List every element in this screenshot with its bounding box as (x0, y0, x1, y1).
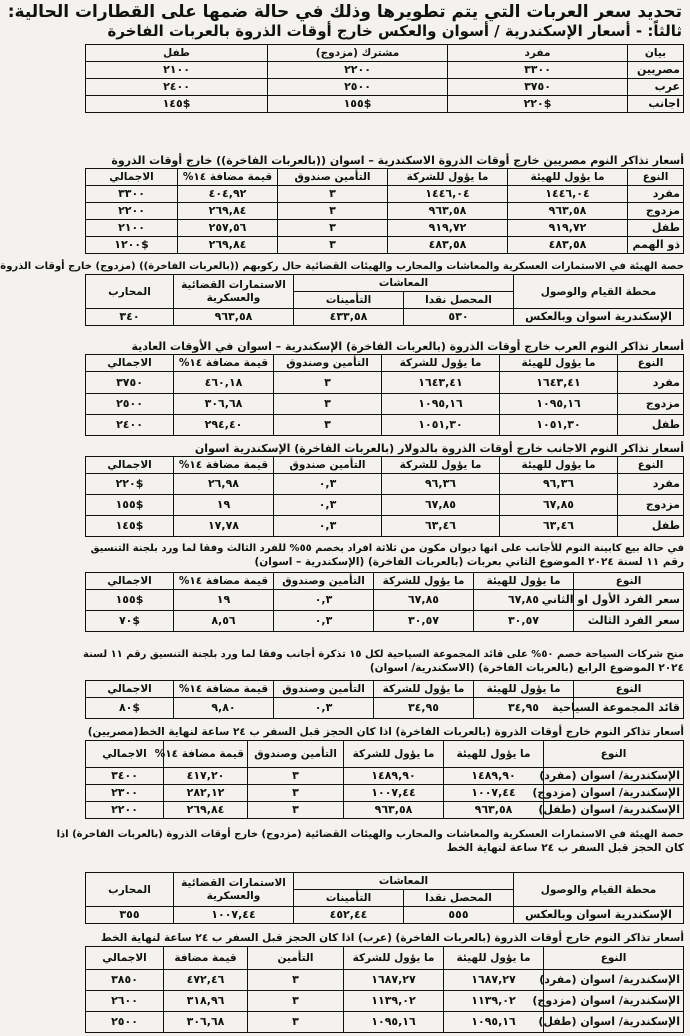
column-header: بيان (628, 45, 684, 62)
table-row (86, 698, 684, 719)
table-cell: ٢٦٩,٨٤ (178, 203, 278, 220)
column-header: المعاشات (294, 873, 514, 890)
table-cell: ٤٣٣,٥٨ (294, 309, 404, 326)
column-header: قيمة مضافة ١٤% (178, 169, 278, 186)
table-cell: ٣ (248, 991, 344, 1012)
column-header: الاجمالي (86, 681, 174, 698)
table-header-row (86, 573, 684, 590)
table-cell: ٤٦٠,١٨ (174, 372, 274, 394)
table-cell: ٣ (278, 186, 388, 203)
table-cell: ١٠٩٥,١٦ (344, 1012, 444, 1033)
table-row (86, 991, 684, 1012)
row-label: ذو الهمم (628, 237, 684, 254)
column-header: التأمين (248, 947, 344, 970)
table-cell: ٠,٣ (274, 611, 374, 632)
section-title: أسعار تذاكر النوم مصريين خارج أوقات الذروة الاسكندرية – اسوان ((بالعربات الفاخرة)) خارج أوقات الذروة (111, 154, 684, 167)
table-cell: ٥٥٥ (404, 907, 514, 924)
column-header: المحارب (86, 873, 174, 907)
advance-booking-arab-table (85, 946, 684, 1033)
table-cell: $١٥٥ (86, 495, 174, 516)
table-cell: ٣ (248, 785, 344, 802)
column-header: الاجمالي (86, 457, 174, 474)
table-cell: ١٤٨٩,٩٠ (344, 768, 444, 785)
column-header: النوع (544, 947, 684, 970)
table-row (86, 372, 684, 394)
column-header: الاجمالي (86, 355, 174, 372)
row-label: سعر الفرد الثالث (574, 611, 684, 632)
column-header: ما يؤول للهيئة (500, 457, 618, 474)
table-cell: $١٥٥ (86, 590, 174, 611)
row-label: عرب (628, 79, 684, 96)
column-header: ما يؤول للهيئة (444, 741, 544, 768)
row-label: الإسكندرية اسوان وبالعكس (514, 309, 684, 326)
column-header: ما يؤول للشركة (382, 355, 500, 372)
column-header: قيمة مضافة ١٤% (164, 741, 248, 768)
table-header-row (86, 355, 684, 372)
section-title: أسعار تذاكر النوم خارج أوقات الذروة (بالعربات الفاخرة) اذا كان الحجز قبل السفر ب ٢٤ ساعة لنهاية الخط(مصريين) (87, 726, 684, 738)
table-cell: ٨,٥٦ (174, 611, 274, 632)
table-cell: ٦٧,٨٥ (374, 590, 474, 611)
table-cell: ٤٨٣,٥٨ (508, 237, 628, 254)
column-subheader: التأمينات (294, 890, 404, 907)
column-header: التأمين صندوق (274, 457, 382, 474)
table-cell: $٧٠ (86, 611, 174, 632)
table-cell: ٣٠٦,٦٨ (164, 1012, 248, 1033)
table-cell: ٣ (278, 203, 388, 220)
table-cell: ٣٠٦,٦٨ (174, 394, 274, 415)
table-cell: ٣ (248, 970, 344, 991)
table-cell: ١٧,٧٨ (174, 516, 274, 537)
table-cell: ٣٣٠٠ (86, 186, 178, 203)
table-row (86, 203, 684, 220)
row-label: قائد المجموعة السياحية (574, 698, 684, 719)
column-header: التأمين وصندوق (274, 573, 374, 590)
column-header: النوع (628, 169, 684, 186)
row-label: الإسكندرية/ اسوان (طفل) (544, 802, 684, 819)
table-cell: ٢٥٠٠ (86, 394, 174, 415)
column-header: النوع (544, 741, 684, 768)
column-header: التأمين وصندوق (274, 681, 374, 698)
table-row (86, 1012, 684, 1033)
row-label: مزدوج (618, 394, 684, 415)
table-cell: $١٥٥ (268, 96, 448, 113)
table-cell: ٢٨٢,١٢ (164, 785, 248, 802)
table-cell: ٩٦٣,٥٨ (444, 802, 544, 819)
table-cell: ٣ (274, 415, 382, 436)
table-cell: ٢٤٠٠ (86, 415, 174, 436)
table-cell: ٣ (278, 220, 388, 237)
table-cell: ١٠٠٧,٤٤ (344, 785, 444, 802)
column-header: ما يؤول للشركة (344, 947, 444, 970)
row-label: طفل (618, 516, 684, 537)
table-cell: ٣٤,٩٥ (374, 698, 474, 719)
column-header: ما يؤول للهيئة (444, 947, 544, 970)
table-header-row (86, 873, 684, 890)
table-cell: ٣٧٥٠ (448, 79, 628, 96)
column-header: قيمة مضافة ١٤% (174, 681, 274, 698)
row-label: طفل (618, 415, 684, 436)
table-cell: ٢٢٠٠ (86, 802, 164, 819)
table-cell: ٢١٠٠ (86, 220, 178, 237)
foreign-sleeper-table (85, 456, 684, 537)
table-cell: ١٦٨٧,٢٧ (344, 970, 444, 991)
table-cell: $١٤٥ (86, 516, 174, 537)
table-row (86, 394, 684, 415)
row-label: مصريين (628, 62, 684, 79)
table-cell: ١١٣٩,٠٢ (444, 991, 544, 1012)
table-cell: ٤٠٤,٩٢ (178, 186, 278, 203)
row-label: سعر الفرد الأول او الثاني (574, 590, 684, 611)
table-row (86, 474, 684, 495)
row-label: الإسكندرية/ اسوان (مفرد) (544, 970, 684, 991)
table-cell: ١٩ (174, 495, 274, 516)
row-label: الإسكندرية/ اسوان (مزدوج) (544, 785, 684, 802)
table-cell: ٣٠,٥٧ (474, 611, 574, 632)
column-header: النوع (618, 355, 684, 372)
column-header: ما يؤول للشركة (374, 681, 474, 698)
column-header: الاجمالي (86, 573, 174, 590)
column-subheader: المحصل نقدا (404, 890, 514, 907)
table-cell: ٠,٣ (274, 698, 374, 719)
row-label: مفرد (618, 474, 684, 495)
row-label: الإسكندرية/ اسوان (مفرد) (544, 768, 684, 785)
table-cell: ١٤٤٦,٠٤ (388, 186, 508, 203)
section-subtitle: كان الحجز قبل السفر ب ٢٤ ساعة لنهاية الخط (446, 842, 684, 854)
row-label: مفرد (628, 186, 684, 203)
table-cell: ١٦٤٣,٤١ (500, 372, 618, 394)
column-header: المعاشات (294, 275, 514, 292)
table-cell: ٣٤٠٠ (86, 768, 164, 785)
table-cell: ١٠٩٥,١٦ (500, 394, 618, 415)
column-header: ما يؤول للشركة (344, 741, 444, 768)
column-header: قيمة مضافة ١٤% (174, 573, 274, 590)
column-header: النوع (618, 457, 684, 474)
table-cell: ١٤٤٦,٠٤ (508, 186, 628, 203)
column-header: طفل (86, 45, 268, 62)
egyptian-sleeper-table (85, 168, 684, 254)
price-summary-table (85, 44, 684, 113)
table-row (86, 802, 684, 819)
column-header: مفرد (448, 45, 628, 62)
column-header: ما يؤول للهيئة (474, 681, 574, 698)
table-cell: ٦٧,٨٥ (474, 590, 574, 611)
table-cell: ٥٣٠ (404, 309, 514, 326)
table-cell: ٢٥٧,٥٦ (178, 220, 278, 237)
document-title: تحديد سعر العربات التي يتم تطويرها وذلك في حالة ضمها على القطارات الحالية: (7, 2, 682, 22)
table-row (86, 516, 684, 537)
table-cell: ٠,٣ (274, 516, 382, 537)
column-header: مشترك (مزدوج) (268, 45, 448, 62)
table-cell: ٢٣٠٠ (86, 785, 164, 802)
table-cell: $١٢٠٠ (86, 237, 178, 254)
section-subtitle: ٢٠٢٤ الموضوع الرابع (بالعربات الفاخرة) (الاسكندرية/ اسوان) (369, 662, 684, 674)
section-subtitle: رقم ١١ لسنة ٢٠٢٤ الموضوع الثاني بعربات (بالعربات الفاخرة) (الإسكندرية – اسوان) (254, 556, 684, 568)
column-header: ما يؤول للشركة (374, 573, 474, 590)
table-header-row (86, 947, 684, 970)
table-cell: ٦٧,٨٥ (500, 495, 618, 516)
column-header: الاجمالي (86, 169, 178, 186)
table-row (86, 62, 684, 79)
section-title: منح شركات السياحة خصم ٥٠% على قائد المجموعة السياحية لكل ١٥ تذكرة أجانب وفقا لما ورد بلجنة التنسيق رقم ١١ لسنة (83, 649, 684, 660)
table-cell: ٩١٩,٧٢ (508, 220, 628, 237)
row-label: الإسكندرية/ اسوان (مزدوج) (544, 991, 684, 1012)
column-header: محطة القيام والوصول (514, 275, 684, 309)
row-label: طفل (628, 220, 684, 237)
table-header-row (86, 741, 684, 768)
table-header-row (86, 169, 684, 186)
column-header: النوع (574, 681, 684, 698)
table-cell: ١٦٨٧,٢٧ (444, 970, 544, 991)
table-cell: ٣ (274, 394, 382, 415)
table-row (86, 220, 684, 237)
table-cell: ٩,٨٠ (174, 698, 274, 719)
table-row (86, 186, 684, 203)
table-cell: ١٠٥١,٣٠ (500, 415, 618, 436)
column-header: ما يؤول للشركة (382, 457, 500, 474)
table-cell: ٣٧٥٠ (86, 372, 174, 394)
table-header-row (86, 457, 684, 474)
table-cell: ٢٥٠٠ (86, 1012, 164, 1033)
advance-booking-egyptian-table (85, 740, 684, 819)
table-row (86, 907, 684, 924)
table-cell: ٠,٣ (274, 590, 374, 611)
column-header: ما يؤول للهيئة (474, 573, 574, 590)
column-header: ما يؤول للهيئة (508, 169, 628, 186)
table-cell: ٤١٧,٢٠ (164, 768, 248, 785)
row-label: اجانب (628, 96, 684, 113)
section-title: أسعار تذاكر النوم العرب خارج أوقات الذروة (بالعربات الفاخرة) الإسكندرية – اسوان في الأوقات العادية (131, 340, 684, 353)
table-cell: ٦٣,٤٦ (382, 516, 500, 537)
row-label: الإسكندرية/ اسوان (طفل) (544, 1012, 684, 1033)
table-cell: ٣٤٠ (86, 309, 174, 326)
column-header: الاستمارات القضائية والعسكرية (174, 275, 294, 309)
column-header: محطة القيام والوصول (514, 873, 684, 907)
table-row (86, 415, 684, 436)
table-cell: ٩٦٣,٥٨ (344, 802, 444, 819)
table-cell: $٢٢٠ (86, 474, 174, 495)
column-header: التأمين وصندوق (248, 741, 344, 768)
table-cell: $٢٢٠ (448, 96, 628, 113)
section-title: أسعار تذاكر النوم الاجانب خارج أوقات الذروة بالدولار (بالعربات الفاخرة) الإسكندرية اسوان (194, 442, 684, 455)
table-row (86, 237, 684, 254)
table-cell: ٢٢٠٠ (268, 62, 448, 79)
table-cell: ١٠٩٥,١٦ (382, 394, 500, 415)
table-cell: ٩٦,٣٦ (500, 474, 618, 495)
column-subheader: التأمينات (294, 292, 404, 309)
tour-leader-table (85, 680, 684, 719)
section-title: في حالة بيع كابينة النوم للأجانب على انها ديوان مكون من ثلاثة افراد بخصم ٥٥% للفرد الثالث وفقا لما ورد بلجنة التنسيق (90, 543, 684, 554)
table-cell: ١١٣٩,٠٢ (344, 991, 444, 1012)
table-row (86, 611, 684, 632)
military-share-table (85, 274, 684, 326)
column-subheader: المحصل نقدا (404, 292, 514, 309)
table-cell: ٢٦٩,٨٤ (178, 237, 278, 254)
table-cell: ١٠٠٧,٤٤ (444, 785, 544, 802)
table-cell: ٤٨٣,٥٨ (388, 237, 508, 254)
section-title: حصة الهيئة في الاستمارات العسكرية والمعاشات والمحارب والهيئات القضائية (مزدوج) خارج أوقات الذروة (بالعربات الفاخرة) اذا (56, 829, 684, 840)
table-row (86, 785, 684, 802)
table-cell: ٣٣٠٠ (448, 62, 628, 79)
table-cell: ٣ (248, 802, 344, 819)
foreign-cabin-table (85, 572, 684, 632)
table-row (86, 970, 684, 991)
table-cell: ٠,٣ (274, 474, 382, 495)
table-cell: ١٠٠٧,٤٤ (174, 907, 294, 924)
table-cell: ٩١٩,٧٢ (388, 220, 508, 237)
table-cell: ٣٤,٩٥ (474, 698, 574, 719)
column-header: النوع (574, 573, 684, 590)
table-cell: ٢٦٠٠ (86, 991, 164, 1012)
table-cell: ١٠٥١,٣٠ (382, 415, 500, 436)
row-label: مفرد (618, 372, 684, 394)
table-cell: ٣ (248, 1012, 344, 1033)
column-header: قيمة مضافة ١٤% (174, 457, 274, 474)
table-cell: ٤٧٢,٤٦ (164, 970, 248, 991)
table-cell: ٣٥٥ (86, 907, 174, 924)
column-header: ما يؤول للشركة (388, 169, 508, 186)
table-cell: ٤٥٢,٤٤ (294, 907, 404, 924)
column-header: الاستمارات القضائية والعسكرية (174, 873, 294, 907)
advance-military-share-table (85, 872, 684, 924)
table-header-row (86, 681, 684, 698)
table-cell: ١٦٤٣,٤١ (382, 372, 500, 394)
column-header: ما يؤول للهيئة (500, 355, 618, 372)
column-header: التأمين وصندوق (274, 355, 382, 372)
table-cell: ٦٣,٤٦ (500, 516, 618, 537)
table-row (86, 309, 684, 326)
column-header: الاجمالي (86, 741, 164, 768)
table-cell: ٩٦٣,٥٨ (508, 203, 628, 220)
table-row (86, 96, 684, 113)
table-cell: ٢٦,٩٨ (174, 474, 274, 495)
table-cell: ٣ (274, 372, 382, 394)
table-cell: ١٩ (174, 590, 274, 611)
column-header: قيمة مضافة ١٤% (174, 355, 274, 372)
table-row (86, 768, 684, 785)
table-cell: ٩٦٣,٥٨ (174, 309, 294, 326)
section-title: حصة الهيئة في الاستمارات العسكرية والمعاشات والمحارب والهيئات القضائية حال ركوبهم ((بالعربات الفاخرة)) (مزدوج) خارج أوقات الذروة (0, 261, 684, 272)
row-label: مزدوج (618, 495, 684, 516)
table-row (86, 495, 684, 516)
table-cell: ٦٧,٨٥ (382, 495, 500, 516)
arab-sleeper-table (85, 354, 684, 436)
column-header: التأمين صندوق (278, 169, 388, 186)
table-cell: $٨٠ (86, 698, 174, 719)
table-cell: ٣١٨,٩٦ (164, 991, 248, 1012)
table-cell: ٣٨٥٠ (86, 970, 164, 991)
table-header-row (86, 45, 684, 62)
table-cell: ٣ (278, 237, 388, 254)
column-header: قيمة مضافة (164, 947, 248, 970)
table-cell: ٠,٣ (274, 495, 382, 516)
table-cell: ١٤٨٩,٩٠ (444, 768, 544, 785)
row-label: الإسكندرية اسوان وبالعكس (514, 907, 684, 924)
column-header: المحارب (86, 275, 174, 309)
table-cell: ٢٦٩,٨٤ (164, 802, 248, 819)
table-cell: ٢١٠٠ (86, 62, 268, 79)
row-label: مزدوج (628, 203, 684, 220)
table-cell: ٢٢٠٠ (86, 203, 178, 220)
document-subtitle: ثالثاً: - أسعار الإسكندرية / أسوان والعكس خارج أوقات الذروة بالعربات الفاخرة (107, 22, 682, 40)
table-cell: $١٤٥ (86, 96, 268, 113)
table-cell: ٢٤٠٠ (86, 79, 268, 96)
table-cell: ٣ (248, 768, 344, 785)
table-cell: ٩٦,٣٦ (382, 474, 500, 495)
section-title: أسعار تذاكر النوم خارج أوقات الذروة (بالعربات الفاخرة) (عرب) اذا كان الحجز قبل السفر ب ٢٤ ساعة لنهاية الخط (100, 932, 684, 944)
table-cell: ٣٠,٥٧ (374, 611, 474, 632)
table-cell: ١٠٩٥,١٦ (444, 1012, 544, 1033)
table-cell: ٩٦٣,٥٨ (388, 203, 508, 220)
table-row (86, 590, 684, 611)
table-cell: ٢٥٠٠ (268, 79, 448, 96)
table-header-row (86, 275, 684, 292)
table-cell: ٢٩٤,٤٠ (174, 415, 274, 436)
table-row (86, 79, 684, 96)
column-header: الاجمالي (86, 947, 164, 970)
